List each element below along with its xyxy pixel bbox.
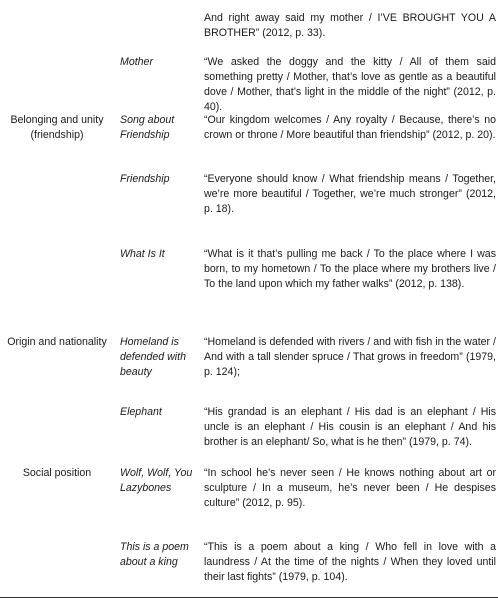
quote-cell: “Everyone should know / What friendship means / Together, we’re more beautiful / Together, we’re much stronger” (2012, p. 18).: [204, 173, 496, 215]
category-cell: Social position: [22, 467, 92, 479]
quote-cell: “Our kingdom welcomes / Any royalty / Because, there’s no crown or throne / More beautiful than friendship” (2012, p. 20).: [204, 114, 496, 141]
quote-cell: “What is it that’s pulling me back / To the place where I was born, to my hometown / To the place where my brothers live / To the land upon which my father walks” (2012, p. 138).: [204, 248, 496, 290]
quote-cell: “We asked the doggy and the kitty / All of them said something pretty / Mother, that’s love as gentle as a beautiful dove / Mother, that’s light in the middle of the night” (2012, p. 40).: [204, 56, 496, 113]
category-cell: Belonging and unity (friendship): [10, 114, 104, 141]
quote-cell: “In school he’s never seen / He knows nothing about art or sculpture / In a museum, he’s never been / He despises culture” (2012, p. 95).: [204, 467, 496, 509]
poem-title-cell: Elephant: [120, 406, 162, 418]
poem-title-cell: Friendship: [120, 173, 170, 185]
quote-cell: And right away said my mother / I’VE BROUGHT YOU A BROTHER” (2012, p. 33).: [204, 12, 496, 39]
quote-cell: “This is a poem about a king / Who fell in love with a laundress / At the time of the nights / When they loved until their last fights” (1979, p. 104).: [204, 541, 496, 583]
quote-cell: “His grandad is an elephant / His dad is an elephant / His uncle is an elephant / His cousin is an elephant / And his brother is an elephant/ So, what is he then” (1979, p. 74).: [204, 406, 496, 448]
poem-title-cell: This is a poem about a king: [120, 541, 189, 568]
quote-cell: “Homeland is defended with rivers / and with fish in the water / And with a tall slender spruce / That grows in freedom” (1979, p. 124);: [204, 336, 496, 378]
poem-title-cell: Wolf, Wolf, You Lazybones: [120, 467, 193, 494]
poem-title-cell: Song about Friendship: [120, 114, 175, 141]
poem-title-cell: Homeland is defended with beauty: [120, 336, 186, 378]
poem-title-cell: Mother: [120, 56, 153, 68]
table-bottom-rule: [0, 597, 498, 598]
category-cell: Origin and nationality: [7, 336, 107, 348]
poem-title-cell: What Is It: [120, 248, 165, 260]
